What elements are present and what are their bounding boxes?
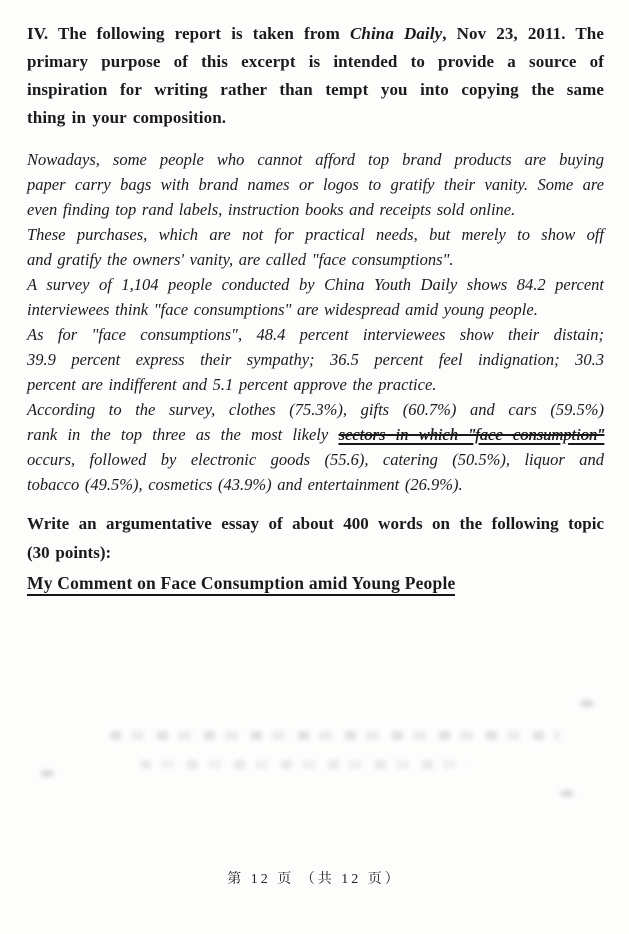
text-line: (30 points): bbox=[27, 543, 112, 562]
text-line: primary purpose of this excerpt is intended to provide a source of bbox=[27, 52, 604, 71]
bleedthrough-ghost-text bbox=[560, 790, 574, 797]
page-number-footer bbox=[0, 868, 629, 888]
text-line: IV. The following report is taken from China Daily, Nov 23, 2011. The bbox=[27, 24, 604, 43]
bleedthrough-ghost-text bbox=[40, 770, 54, 777]
section-heading bbox=[27, 20, 604, 132]
text-line: As for "face consumptions", 48.4 percent interviewees show their distain; bbox=[27, 325, 604, 344]
essay-topic-title-text: My Comment on Face Consumption amid Young People bbox=[27, 573, 455, 596]
text-line: rank in the top three as the most likely sectors in which "face consumption" bbox=[27, 425, 604, 444]
text-line: These purchases, which are not for practical needs, but merely to show off bbox=[27, 225, 604, 244]
text-line: Write an argumentative essay of about 400 words on the following topic bbox=[27, 514, 604, 533]
page-number-label: 第 12 页 （共 12 页） bbox=[227, 872, 402, 887]
text-line: inspiration for writing rather than tempt you into copying the same bbox=[27, 80, 604, 99]
bleedthrough-ghost-text bbox=[580, 700, 594, 707]
text-line: and gratify the owners' vanity, are called "face consumptions". bbox=[27, 250, 454, 269]
text-line: Nowadays, some people who cannot afford top brand products are buying bbox=[27, 150, 604, 169]
report-excerpt bbox=[27, 147, 604, 497]
text-line: even finding top rand labels, instruction books and receipts sold online. bbox=[27, 200, 516, 219]
text-line: According to the survey, clothes (75.3%), gifts (60.7%) and cars (59.5%) bbox=[27, 400, 604, 419]
text-line: 39.9 percent express their sympathy; 36.5 percent feel indignation; 30.3 bbox=[27, 350, 604, 369]
essay-instruction bbox=[27, 509, 604, 567]
text-line: percent are indifferent and 5.1 percent approve the practice. bbox=[27, 375, 437, 394]
bleedthrough-ghost-text bbox=[140, 760, 470, 769]
bleedthrough-ghost-text bbox=[110, 731, 560, 740]
text-line: tobacco (49.5%), cosmetics (43.9%) and entertainment (26.9%). bbox=[27, 475, 463, 494]
text-line: occurs, followed by electronic goods (55.6), catering (50.5%), liquor and bbox=[27, 450, 604, 469]
text-line: paper carry bags with brand names or logos to gratify their vanity. Some are bbox=[27, 175, 604, 194]
text-line: A survey of 1,104 people conducted by China Youth Daily shows 84.2 percent bbox=[27, 275, 604, 294]
text-line: thing in your composition. bbox=[27, 108, 227, 127]
essay-topic-title bbox=[27, 570, 604, 596]
text-line: interviewees think "face consumptions" are widespread amid young people. bbox=[27, 300, 538, 319]
page-content bbox=[27, 0, 604, 596]
